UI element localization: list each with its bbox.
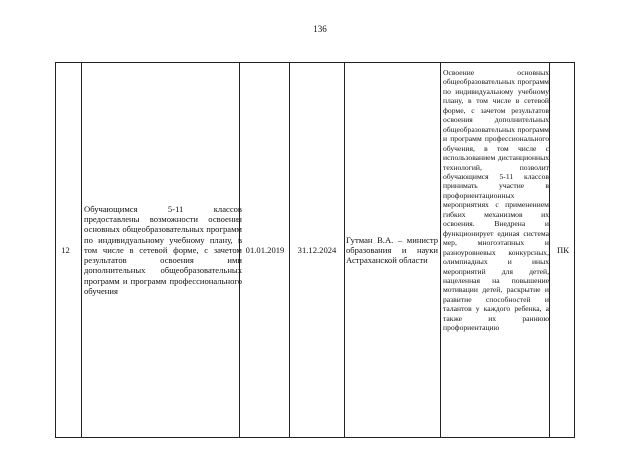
start-date: 01.01.2019 <box>245 244 285 255</box>
code-cell <box>551 62 575 438</box>
expected-result: Освоение основных общеобразовательных программ по индивидуальному учебному плану, в том числе в сетевой форме, с зачетом результатов освоения дополнительных общеобразовательных программ и программ профессионального обучения, в том числе с использованием дистанционных технологий, позволит обучающимся 5-11 классов принимать участие в профориентационных мероприятиях с применением гибких механизмов их освоения. Внедрена и функционирует единая система мер, многоэтапных и разноуровневых конкурсных, олимпиадных и иных мероприятий для детей, нацеленная на повышение мотивации детей, раскрытие и развитие способностей и талантов у каждого ребенка, а также их раннюю профориентацию <box>443 68 549 333</box>
description-cell <box>84 62 242 438</box>
row-number-cell <box>55 62 76 438</box>
column-divider <box>344 62 345 438</box>
result-cell <box>443 68 549 434</box>
row-description: Обучающимся 5-11 классов предоставлены возможности освоения основных общеобразовательных программ по индивидуальному учебному плану, в том числе в сетевой форме, с зачетом результатов освоения ими дополнительных общеобразовательных программ и программ профессионального обучения <box>84 203 242 297</box>
page-number: 136 <box>313 24 327 34</box>
row-number: 12 <box>61 244 70 255</box>
responsible-person: Гутман В.А. – министр образования и науки Астраханской области <box>346 234 438 266</box>
responsible-cell <box>346 62 438 438</box>
end-date: 31.12.2024 <box>297 244 337 255</box>
column-divider <box>549 62 550 438</box>
column-divider <box>81 62 82 438</box>
start-date-cell <box>241 62 289 438</box>
column-divider <box>440 62 441 438</box>
end-date-cell <box>291 62 343 438</box>
row-code: ПК <box>557 244 569 255</box>
document-table <box>55 62 575 438</box>
column-divider <box>289 62 290 438</box>
